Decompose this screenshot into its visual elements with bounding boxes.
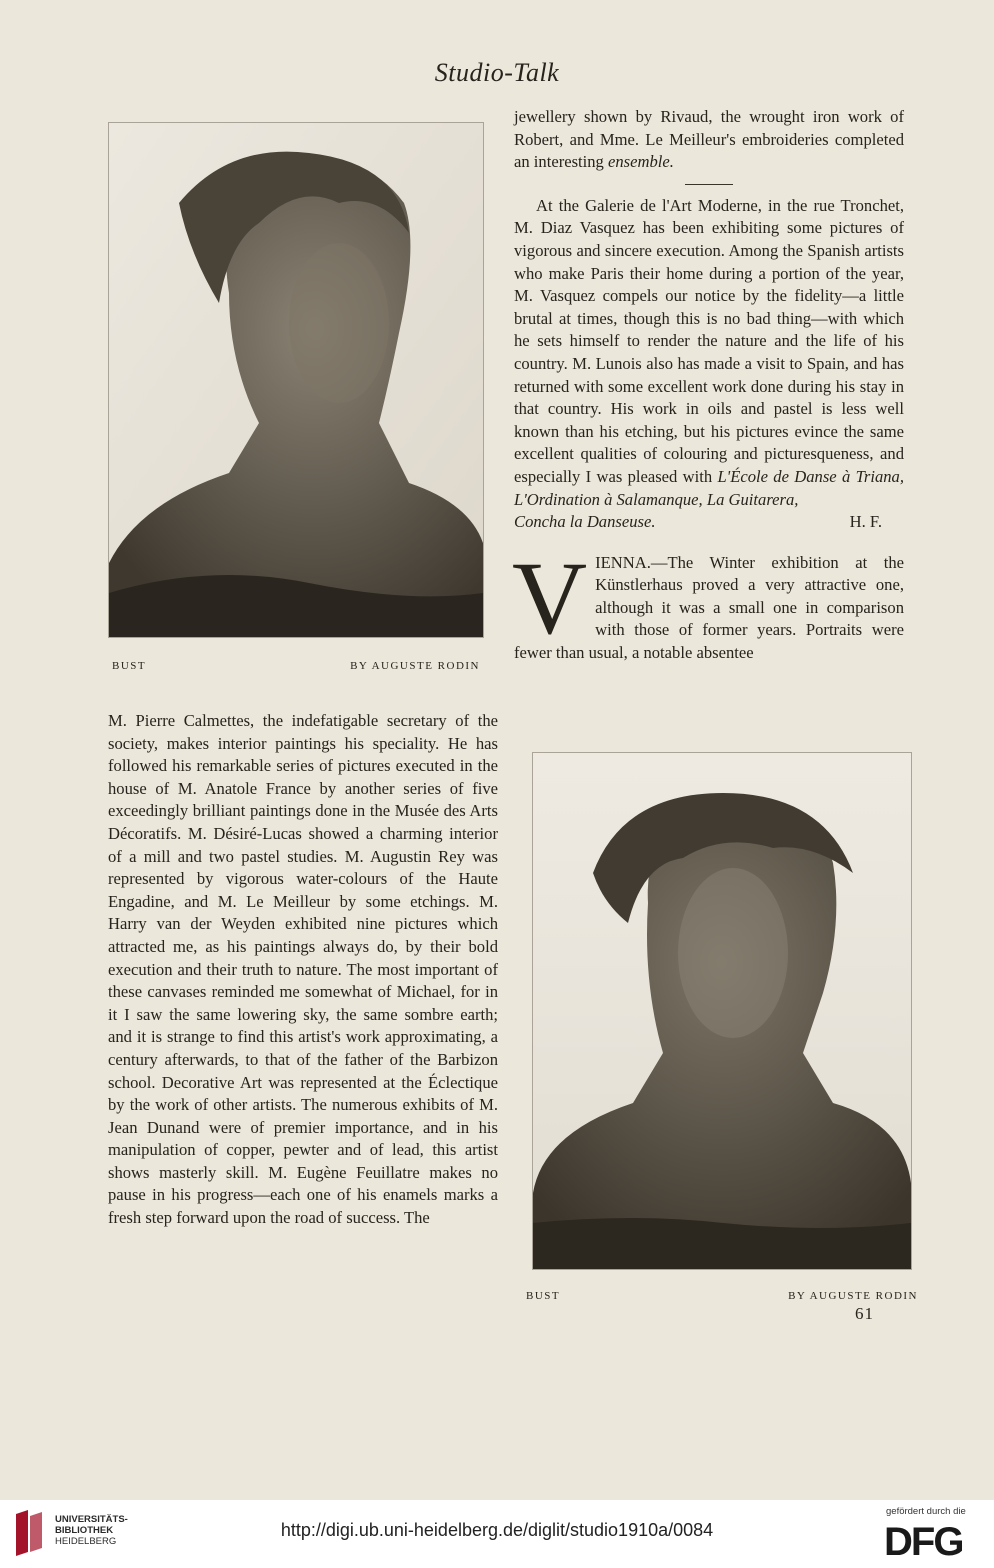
signature-line: Concha la Danseuse. H. F. xyxy=(514,512,882,532)
figure-bust-2 xyxy=(532,752,912,1270)
figure-caption-2 xyxy=(526,1290,918,1302)
section-divider xyxy=(685,184,733,185)
page-number: 61 xyxy=(855,1304,874,1323)
caption-label: BUST xyxy=(526,1290,561,1302)
bust-photo-2 xyxy=(533,753,911,1269)
dfg-logo: DFG xyxy=(884,1520,963,1564)
paragraph-vienna: V IENNA.—The Winter exhibition at the Künstlerhaus proved a very attractive one, although it was a small one in comparison with those of former years. Portraits were fewer than usual, a notable absentee xyxy=(512,540,904,663)
funder-caption: gefördert durch die xyxy=(886,1506,966,1517)
library-name: UNIVERSITÄTS- BIBLIOTHEK HEIDELBERG xyxy=(55,1514,128,1547)
left-column-text xyxy=(108,710,498,1230)
paragraph-jewellery: jewellery shown by Rivaud, the wrought iron work of Robert, and Mme. Le Meilleur's embroideries completed an interesting ensemble. xyxy=(514,107,904,172)
paragraph-calmettes: M. Pierre Calmettes, the indefatigable secretary of the society, makes interior paintings his speciality. He has followed his remarkable series of pictures executed in the house of M. Anatole France by another series of five exceedingly brilliant paintings done in the Musée des Arts Décoratifs. M. Désiré-Lucas showed a charming interior of a mill and two pastel studies. M. Augustin Rey was represented by vigorous water-colours of the Haute Engadine, and M. Le Meilleur by some etchings. M. Harry van der Weyden exhibited nine pictures which attracted me, as his paintings always do, by their bold execution and their truth to nature. The most important of these canvases reminded me somewhat of Michael, for in it I saw the same lowering sky, the same sombre earth; and it is strange to find this artist's work approximating, a century afterwards, to that of the father of the Barbizon school. Decorative Art was represented at the Éclectique by the work of other artists. The numerous exhibits of M. Jean Dunand were of premier importance, and in his manipulation of copper, pewter and of lead, this artist shows masterly skill. M. Eugène Feuillatre makes no pause in his progress—each one of his enamels marks a fresh step forward upon the road of success. The xyxy=(108,711,498,1228)
right-column-text xyxy=(514,106,904,665)
running-title: Studio-Talk xyxy=(434,58,560,87)
library-footer xyxy=(0,1500,994,1568)
bust-photo-1 xyxy=(109,123,483,637)
figure-caption-1 xyxy=(112,660,480,672)
drop-cap: V xyxy=(512,540,588,656)
caption-artist: BY AUGUSTE RODIN xyxy=(788,1290,918,1302)
figure-bust-1 xyxy=(108,122,484,638)
caption-artist: BY AUGUSTE RODIN xyxy=(350,660,480,672)
paragraph-galerie: At the Galerie de l'Art Moderne, in the rue Tronchet, M. Diaz Vasquez has been exhibiting some pictures of vigorous and sincere execution. Among the Spanish artists who make Paris their home during a portion of the year, M. Vasquez compels our notice by the fidelity—a little brutal at times, though this is no bad thing—with which he sets himself to render the nature and the life of his country. M. Lunois also has made a visit to Spain, and has returned with some excellent work done during his stay in that country. His work in oils and pastel is less well known than his etching, but his pictures evince the same excellent qualities of colouring and picturesqueness, and especially I was pleased with L'École de Danse à Triana, L'Ordination à Salamanque, La Guitarera, xyxy=(514,195,904,509)
caption-label: BUST xyxy=(112,660,147,672)
source-url[interactable]: http://digi.ub.uni-heidelberg.de/diglit/studio1910a/0084 xyxy=(280,1520,714,1540)
